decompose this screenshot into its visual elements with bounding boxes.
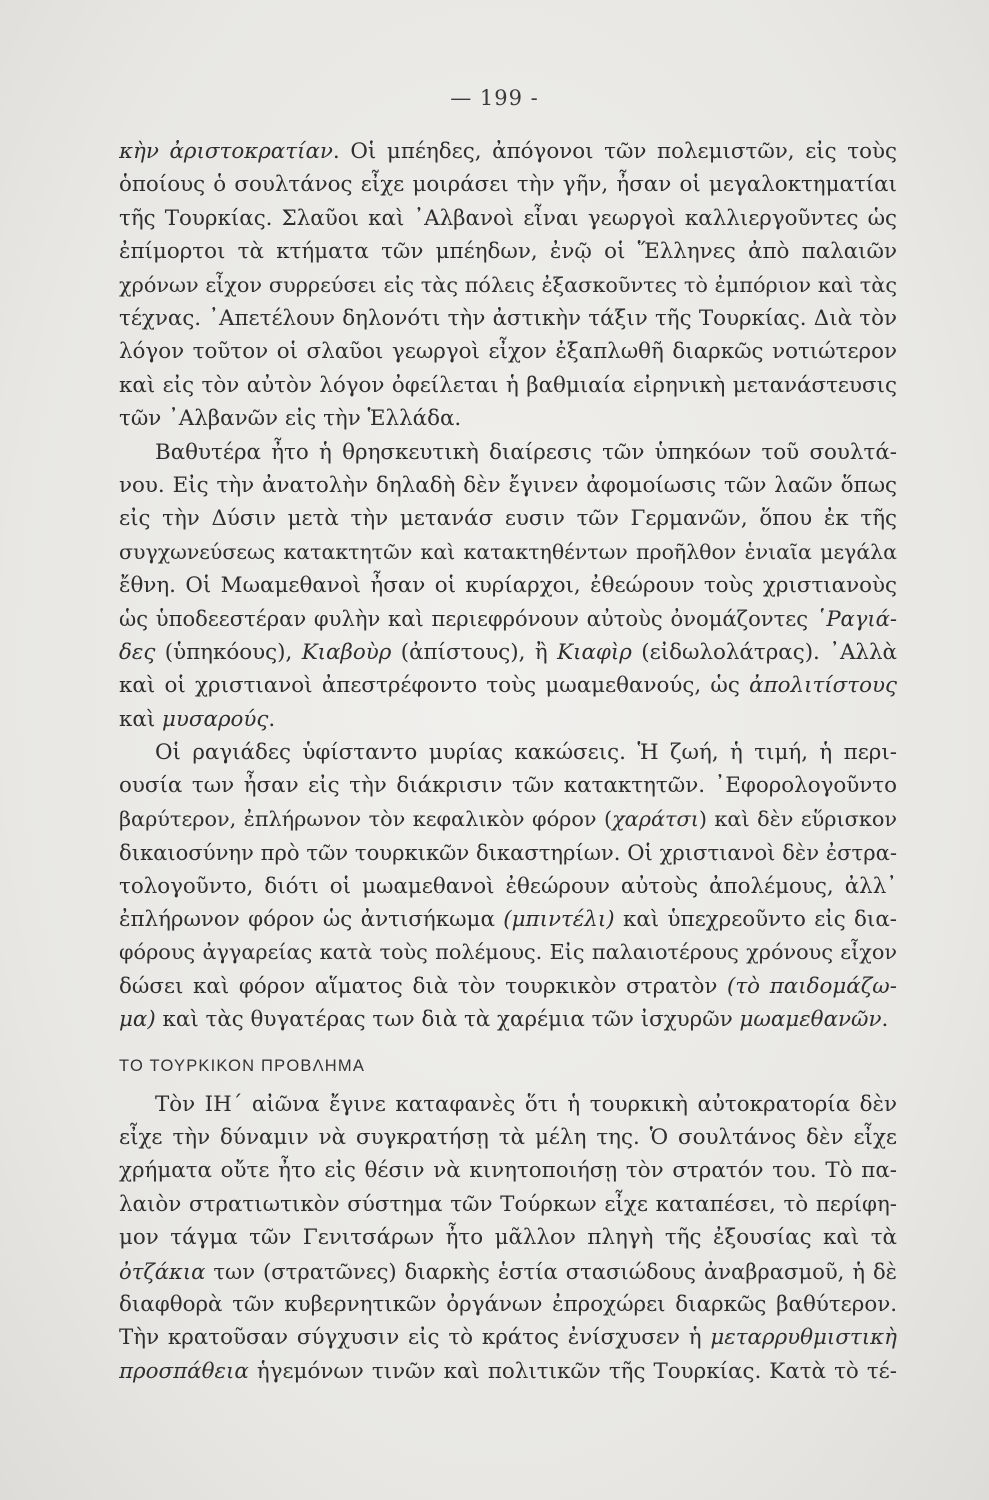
text-line: μα) καὶ τὰς θυγατέρας των διὰ τὰ χαρέμια τῶν ἰσχυρῶν μωαμεθανῶν. bbox=[119, 1007, 889, 1033]
text-line: προσπάθεια ἡγεμόνων τινῶν καὶ πολιτικῶν τῆς Τουρκίας. Κατὰ τὸ τέ- bbox=[119, 1358, 897, 1384]
text-line: λαιὸν στρατιωτικὸν σύστημα τῶν Τούρκων εἶχε καταπέσει, τὸ περίφη- bbox=[119, 1191, 897, 1217]
text-line: τολογοῦντο, διότι οἱ μωαμεθανοὶ ἐθεώρουν αὐτοὺς ἀπολέμους, ἀλλ᾿ bbox=[119, 873, 897, 899]
text-line: καὶ μυσαρούς. bbox=[119, 706, 276, 732]
text-line: ὀτζάκια των (στρατῶνες) διαρκὴς ἑστία στασιώδους ἀναβρασμοῦ, ἡ δὲ bbox=[119, 1258, 897, 1284]
text-line: δώσει καὶ φόρον αἵματος διὰ τὸν τουρκικὸν στρατὸν (τὸ παιδομάζω- bbox=[119, 973, 897, 999]
text-line: ὁποίους ὁ σουλτάνος εἶχε μοιράσει τὴν γῆν, ἦσαν οἱ μεγαλοκτηματίαι bbox=[119, 172, 897, 198]
text-line: χρόνων εἶχον συρρεύσει εἰς τὰς πόλεις ἐξασκοῦντες τὸ ἐμπόριον καὶ τὰς bbox=[119, 272, 897, 297]
text-line: Οἱ ραγιάδες ὑφίσταντο μυρίας κακώσεις. Ἡ ζωή, ἡ τιμή, ἡ περι- bbox=[155, 740, 897, 766]
text-line: νου. Εἰς τὴν ἀνατολὴν δηλαδὴ δὲν ἔγινεν ἀφομοίωσις τῶν λαῶν ὅπως bbox=[119, 472, 897, 498]
text-line: δικαιοσύνην πρὸ τῶν τουρκικῶν δικαστηρίων. Οἱ χριστιανοὶ δὲν ἐστρα- bbox=[119, 840, 897, 866]
text-line: ουσία των ἦσαν εἰς τὴν διάκρισιν τῶν κατακτητῶν. ᾿Εφορολογοῦντο bbox=[119, 773, 897, 799]
text-line: διαφθορὰ τῶν κυβερνητικῶν ὀργάνων ἐπροχώρει διαρκῶς βαθύτερον. bbox=[119, 1291, 897, 1317]
text-line: μον τάγμα τῶν Γενιτσάρων ἦτο μᾶλλον πληγὴ τῆς ἐξουσίας καὶ τὰ bbox=[119, 1225, 897, 1251]
text-line: καὶ εἰς τὸν αὐτὸν λόγον ὀφείλεται ἡ βαθμιαία εἰρηνικὴ μετανάστευσις bbox=[119, 372, 897, 398]
text-line: τῆς Τουρκίας. Σλαῦοι καὶ ᾿Αλβανοὶ εἶναι γεωργοὶ καλλιεργοῦντες ὡς bbox=[119, 205, 897, 231]
text-line: καὶ οἱ χριστιανοὶ ἀπεστρέφοντο τοὺς μωαμεθανούς, ὡς ἀπολιτίστους bbox=[119, 673, 897, 699]
text-line: χρήματα οὔτε ἦτο εἰς θέσιν νὰ κινητοποιήσῃ τὸν στρατόν του. Τὸ πα- bbox=[119, 1158, 897, 1184]
text-line: συγχωνεύσεως κατακτητῶν καὶ κατακτηθέντων προῆλθον ἑνιαῖα μεγάλα bbox=[119, 539, 897, 564]
text-line: Τὴν κρατοῦσαν σύγχυσιν εἰς τὸ κράτος ἐνίσχυσεν ἡ μεταρρυθμιστικὴ bbox=[119, 1325, 897, 1351]
text-line: ὡς ὑποδεεστέραν φυλὴν καὶ περιεφρόνουν αὐτοὺς ὀνομάζοντες ῾Ραγιά- bbox=[119, 606, 897, 632]
text-line: δες (ὑπηκόους), Κιαβοὺρ (ἀπίστους), ἢ Κιαφὶρ (εἰδωλολάτρας). ᾿Αλλὰ bbox=[119, 639, 897, 665]
text-line: τῶν ᾿Αλβανῶν εἰς τὴν Ἑλλάδα. bbox=[119, 406, 462, 432]
paragraph-social-classes bbox=[119, 135, 897, 436]
text-line: τέχνας. ᾿Απετέλουν δηλονότι τὴν ἀστικὴν τάξιν τῆς Τουρκίας. Διὰ τὸν bbox=[119, 305, 897, 331]
paragraph-religious-division bbox=[119, 436, 897, 737]
text-line: εἰς τὴν Δύσιν μετὰ τὴν μετανάσ ευσιν τῶν Γερμανῶν, ὅπου ἐκ τῆς bbox=[119, 506, 897, 532]
text-line: λόγον τοῦτον οἱ σλαῦοι γεωργοὶ εἶχον ἐξαπλωθῆ διαρκῶς νοτιώτερον bbox=[119, 339, 897, 365]
page-number: — 199 - bbox=[450, 86, 539, 110]
paragraph-turkish-problem bbox=[119, 1088, 897, 1389]
text-line: βαρύτερον, ἐπλήρωνον τὸν κεφαλικὸν φόρον (χαράτσι) καὶ δὲν εὕρισκον bbox=[119, 806, 897, 831]
section-heading: ΤΟ ΤΟΥΡΚΙΚΟΝ ΠΡΟΒΛΗΜΑ bbox=[119, 1056, 366, 1075]
text-line: ἔθνη. Οἱ Μωαμεθανοὶ ἦσαν οἱ κυρίαρχοι, ἐθεώρουν τοὺς χριστιανοὺς bbox=[119, 573, 897, 599]
text-line: ἐπλήρωνον φόρον ὡς ἀντισήκωμα (μπιντέλι) καὶ ὑπεχρεοῦντο εἰς δια- bbox=[119, 906, 897, 932]
page-text bbox=[119, 135, 897, 1388]
text-line: Βαθυτέρα ἦτο ἡ θρησκευτικὴ διαίρεσις τῶν ὑπηκόων τοῦ σουλτά- bbox=[155, 439, 897, 465]
text-line: εἶχε τὴν δύναμιν νὰ συγκρατήσῃ τὰ μέλη της. Ὁ σουλτάνος δὲν εἶχε bbox=[119, 1124, 897, 1150]
paragraph-rayah-oppression bbox=[119, 736, 897, 1037]
text-line: κὴν ἀριστοκρατίαν. Οἱ μπέηδες, ἀπόγονοι τῶν πολεμιστῶν, εἰς τοὺς bbox=[119, 139, 897, 164]
text-line: φόρους ἀγγαρείας κατὰ τοὺς πολέμους. Εἰς παλαιοτέρους χρόνους εἶχον bbox=[119, 940, 897, 965]
text-line: ἐπίμορτοι τὰ κτήματα τῶν μπέηδων, ἐνῷ οἱ Ἕλληνες ἀπὸ παλαιῶν bbox=[119, 239, 897, 265]
text-line: Τὸν ΙΗ΄ αἰῶνα ἔγινε καταφανὲς ὅτι ἡ τουρκικὴ αὐτοκρατορία δὲν bbox=[155, 1091, 897, 1117]
